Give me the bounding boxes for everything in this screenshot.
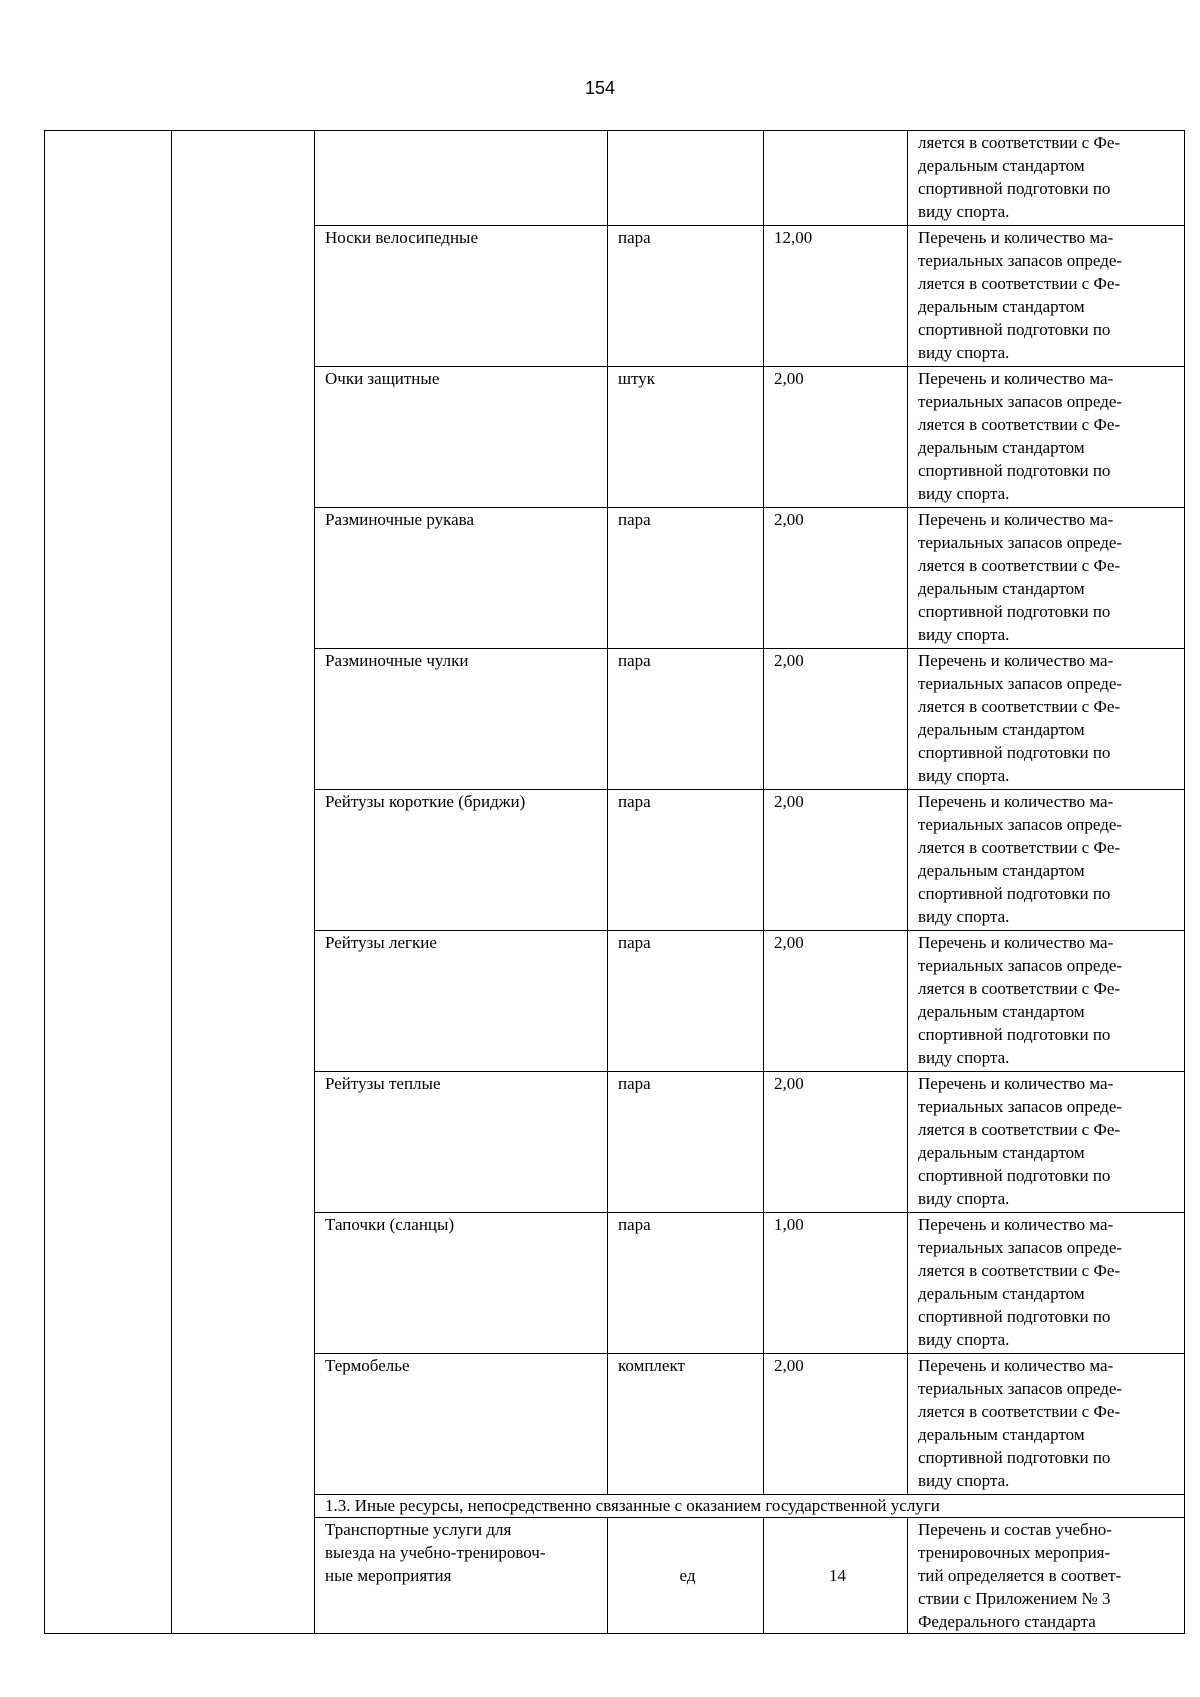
note-line: виду спорта. bbox=[918, 1471, 1010, 1490]
item-name-cell: Рейтузы легкие bbox=[315, 931, 608, 1072]
note-line: виду спорта. bbox=[918, 1189, 1010, 1208]
note-line: ствии с Приложением № 3 bbox=[918, 1589, 1111, 1608]
item-name-cell bbox=[315, 131, 608, 226]
note-line: виду спорта. bbox=[918, 1048, 1010, 1067]
note-line: териальных запасов опреде- bbox=[918, 815, 1123, 834]
note-line: виду спорта. bbox=[918, 766, 1010, 785]
note-line: териальных запасов опреде- bbox=[918, 533, 1123, 552]
name-line: Транспортные услуги для bbox=[325, 1520, 512, 1539]
item-qty-cell: 2,00 bbox=[764, 649, 908, 790]
note-line: териальных запасов опреде- bbox=[918, 392, 1123, 411]
note-line: ляется в соответствии с Фе- bbox=[918, 556, 1121, 575]
note-line: териальных запасов опреде- bbox=[918, 1379, 1123, 1398]
item-unit-cell: комплект bbox=[608, 1354, 764, 1495]
note-line: спортивной подготовки по bbox=[918, 1166, 1111, 1185]
item-unit-cell: штук bbox=[608, 367, 764, 508]
note-line: Перечень и количество ма- bbox=[918, 228, 1114, 247]
note-line: спортивной подготовки по bbox=[918, 179, 1111, 198]
note-line: спортивной подготовки по bbox=[918, 602, 1111, 621]
item-unit-cell: пара bbox=[608, 226, 764, 367]
note-line: спортивной подготовки по bbox=[918, 320, 1111, 339]
note-line: Перечень и количество ма- bbox=[918, 651, 1114, 670]
note-line: деральным стандартом bbox=[918, 579, 1085, 598]
note-line: териальных запасов опреде- bbox=[918, 674, 1123, 693]
item-unit-cell: пара bbox=[608, 1072, 764, 1213]
note-line: виду спорта. bbox=[918, 343, 1010, 362]
page-number: 154 bbox=[584, 78, 616, 98]
col-2-cell bbox=[172, 131, 315, 1634]
note-line: териальных запасов опреде- bbox=[918, 1097, 1123, 1116]
note-line: Перечень и количество ма- bbox=[918, 1356, 1114, 1375]
item-note-cell bbox=[908, 1213, 1185, 1354]
item-qty-cell: 12,00 bbox=[764, 226, 908, 367]
note-line: ляется в соответствии с Фе- bbox=[918, 1120, 1121, 1139]
name-line: ные мероприятия bbox=[325, 1566, 452, 1585]
item-unit-cell: ед bbox=[608, 1518, 764, 1634]
item-qty-cell bbox=[764, 131, 908, 226]
note-line: тренировочных мероприя- bbox=[918, 1543, 1111, 1562]
item-name-cell: Очки защитные bbox=[315, 367, 608, 508]
item-note-cell bbox=[908, 1354, 1185, 1495]
note-line: деральным стандартом bbox=[918, 438, 1085, 457]
item-name-cell: Тапочки (сланцы) bbox=[315, 1213, 608, 1354]
item-qty-cell: 14 bbox=[764, 1518, 908, 1634]
note-line: Перечень и состав учебно- bbox=[918, 1520, 1112, 1539]
note-line: Федерального стандарта bbox=[918, 1612, 1096, 1631]
item-note-cell bbox=[908, 649, 1185, 790]
item-unit-cell: пара bbox=[608, 508, 764, 649]
col-1-cell bbox=[45, 131, 172, 1634]
item-note-cell bbox=[908, 226, 1185, 367]
item-unit-cell: пара bbox=[608, 931, 764, 1072]
note-line: виду спорта. bbox=[918, 625, 1010, 644]
section-title: 1.3. Иные ресурсы, непосредственно связанные с оказанием государственной услуги bbox=[315, 1495, 1185, 1518]
note-line: спортивной подготовки по bbox=[918, 1448, 1111, 1467]
item-unit-cell: пара bbox=[608, 790, 764, 931]
note-line: Перечень и количество ма- bbox=[918, 1074, 1114, 1093]
note-line: ляется в соответствии с Фе- bbox=[918, 415, 1121, 434]
item-note-cell bbox=[908, 790, 1185, 931]
note-line: Перечень и количество ма- bbox=[918, 510, 1114, 529]
note-line: деральным стандартом bbox=[918, 861, 1085, 880]
item-note-cell bbox=[908, 1072, 1185, 1213]
note-line: спортивной подготовки по bbox=[918, 1307, 1111, 1326]
item-qty-cell: 2,00 bbox=[764, 1072, 908, 1213]
note-line: Перечень и количество ма- bbox=[918, 792, 1114, 811]
item-note-cell bbox=[908, 131, 1185, 226]
note-line: териальных запасов опреде- bbox=[918, 251, 1123, 270]
note-line: Перечень и количество ма- bbox=[918, 933, 1114, 952]
note-line: ляется в соответствии с Фе- bbox=[918, 979, 1121, 998]
note-line: деральным стандартом bbox=[918, 1002, 1085, 1021]
note-line: виду спорта. bbox=[918, 907, 1010, 926]
note-line: тий определяется в соответ- bbox=[918, 1566, 1122, 1585]
item-qty-cell: 2,00 bbox=[764, 1354, 908, 1495]
note-line: ляется в соответствии с Фе- bbox=[918, 274, 1121, 293]
note-line: Перечень и количество ма- bbox=[918, 1215, 1114, 1234]
note-line: ляется в соответствии с Фе- bbox=[918, 838, 1121, 857]
note-line: виду спорта. bbox=[918, 484, 1010, 503]
note-line: ляется в соответствии с Фе- bbox=[918, 1402, 1121, 1421]
item-name-cell: Рейтузы короткие (бриджи) bbox=[315, 790, 608, 931]
item-name-cell: Разминочные рукава bbox=[315, 508, 608, 649]
item-note-cell bbox=[908, 508, 1185, 649]
note-line: териальных запасов опреде- bbox=[918, 956, 1123, 975]
note-line: Перечень и количество ма- bbox=[918, 369, 1114, 388]
note-line: деральным стандартом bbox=[918, 297, 1085, 316]
item-qty-cell: 2,00 bbox=[764, 790, 908, 931]
item-qty-cell: 2,00 bbox=[764, 931, 908, 1072]
item-unit-cell: пара bbox=[608, 1213, 764, 1354]
note-line: виду спорта. bbox=[918, 202, 1010, 221]
item-unit-cell bbox=[608, 131, 764, 226]
note-line: спортивной подготовки по bbox=[918, 884, 1111, 903]
note-line: деральным стандартом bbox=[918, 1143, 1085, 1162]
item-note-cell bbox=[908, 367, 1185, 508]
item-unit-cell: пара bbox=[608, 649, 764, 790]
note-line: деральным стандартом bbox=[918, 720, 1085, 739]
name-line: выезда на учебно-тренировоч- bbox=[325, 1543, 546, 1562]
note-line: ляется в соответствии с Фе- bbox=[918, 697, 1121, 716]
note-line: спортивной подготовки по bbox=[918, 1025, 1111, 1044]
note-line: виду спорта. bbox=[918, 1330, 1010, 1349]
item-note-cell bbox=[908, 1518, 1185, 1634]
item-name-cell: Разминочные чулки bbox=[315, 649, 608, 790]
note-line: деральным стандартом bbox=[918, 1425, 1085, 1444]
note-line: ляется в соответствии с Фе- bbox=[918, 133, 1121, 152]
item-qty-cell: 2,00 bbox=[764, 367, 908, 508]
note-line: спортивной подготовки по bbox=[918, 743, 1111, 762]
note-line: териальных запасов опреде- bbox=[918, 1238, 1123, 1257]
item-name-cell: Носки велосипедные bbox=[315, 226, 608, 367]
item-name-cell: Рейтузы теплые bbox=[315, 1072, 608, 1213]
resources-table bbox=[44, 130, 1185, 1634]
note-line: спортивной подготовки по bbox=[918, 461, 1111, 480]
item-qty-cell: 1,00 bbox=[764, 1213, 908, 1354]
note-line: деральным стандартом bbox=[918, 1284, 1085, 1303]
item-name-cell: Термобелье bbox=[315, 1354, 608, 1495]
table-row-continued bbox=[45, 131, 1185, 226]
note-line: ляется в соответствии с Фе- bbox=[918, 1261, 1121, 1280]
item-qty-cell: 2,00 bbox=[764, 508, 908, 649]
item-name-cell bbox=[315, 1518, 608, 1634]
item-note-cell bbox=[908, 931, 1185, 1072]
note-line: деральным стандартом bbox=[918, 156, 1085, 175]
